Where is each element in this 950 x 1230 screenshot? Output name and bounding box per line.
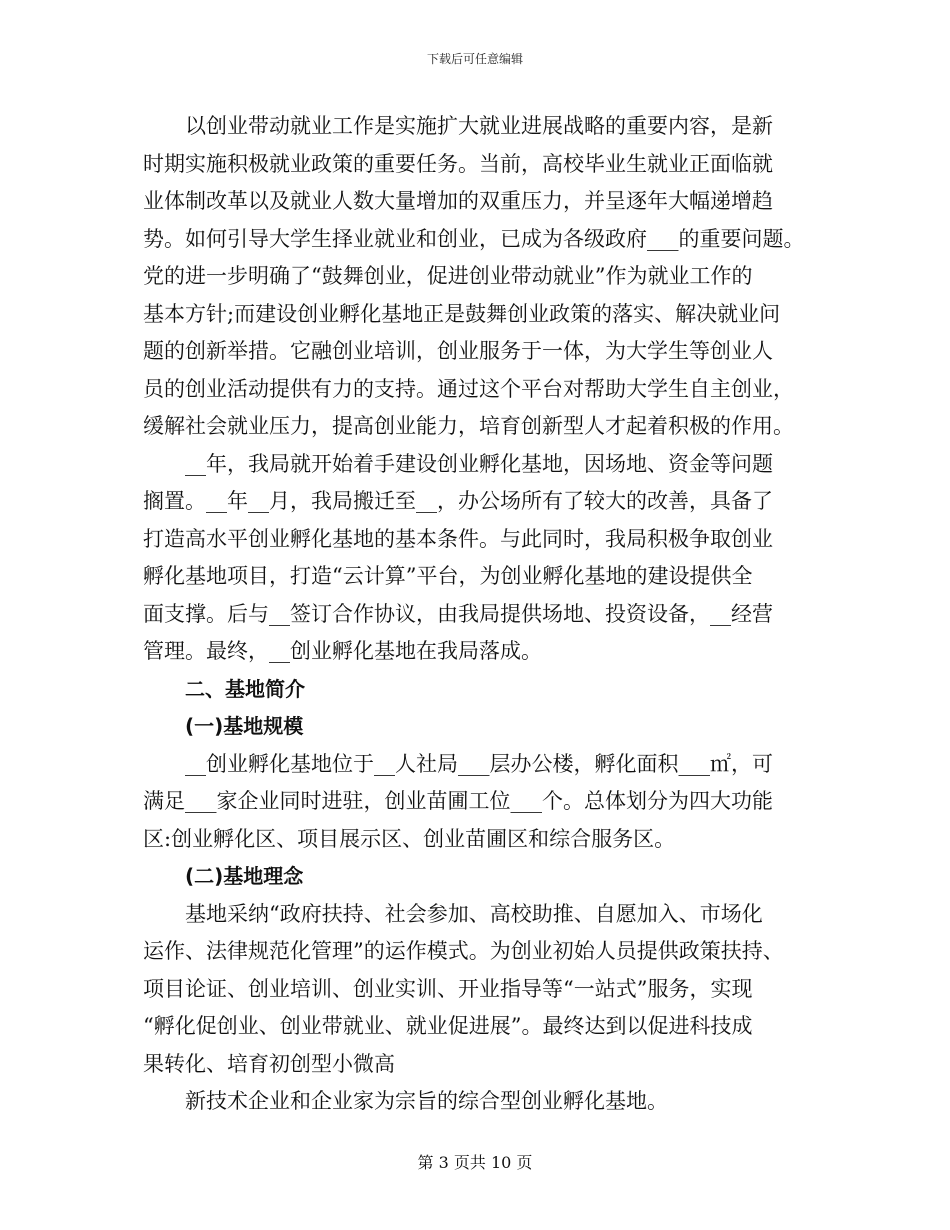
section-heading: 二、基地简介 [185,676,305,701]
paragraph-line: __年，我局就开始着手建设创业孵化基地，因场地、资金等问题 [185,451,773,476]
paragraph-line: 题的创新举措。它融创业培训，创业服务于一体，为大学生等创业人 [143,339,773,363]
paragraph-line: “孵化促创业、创业带就业、就业促进展”。最终达到以促进科技成 [143,1014,753,1038]
paragraph-line: 新技术企业和企业家为宗旨的综合型创业孵化基地。 [185,1089,668,1113]
paragraph-line: 势。如何引导大学生择业就业和创业，已成为各级政府___的重要问题。 [143,226,805,251]
paragraph-line: 孵化基地项目，打造“云计算”平台，为创业孵化基地的建设提供全 [143,564,753,588]
document-body [143,108,803,1121]
paragraph-line: 基本方针;而建设创业孵化基地正是鼓舞创业政策的落实、解决就业问 [143,301,781,326]
paragraph-line: 运作、法律规范化管理”的运作模式。为创业初始人员提供政策扶持、 [143,939,784,963]
paragraph-line: 区:创业孵化区、项目展示区、创业苗圃区和综合服务区。 [143,826,676,851]
paragraph-line: 满足___家企业同时进驻，创业苗圃工位___个。总体划分为四大功能 [143,789,773,813]
paragraph-line: 管理。最终，__创业孵化基地在我局落成。 [143,639,542,663]
paragraph-line: 搁置。__年__月，我局搬迁至__，办公场所有了较大的改善，具备了 [143,489,773,513]
paragraph-line: 基地采纳“政府扶持、社会参加、高校助推、自愿加入、市场化 [185,901,763,926]
paragraph-line: 缓解社会就业压力，提高创业能力，培育创新型人才起着积极的作用。 [143,414,794,438]
subsection-heading: (一)基地规模 [185,714,304,738]
paragraph-line: 项目论证、创业培训、创业实训、开业指导等“一站式”服务，实现 [143,976,753,1001]
page-footer: 第 3 页共 10 页 [417,1153,533,1172]
page-header: 下载后可任意编辑 [426,52,523,66]
paragraph-line: 以创业带动就业工作是实施扩大就业进展战略的重要内容，是新 [185,114,773,138]
paragraph-line: 时期实施积极就业政策的重要任务。当前，高校毕业生就业正面临就 [143,151,773,176]
paragraph-line: 打造高水平创业孵化基地的基本条件。与此同时，我局积极争取创业 [143,526,773,551]
paragraph-line: 党的进一步明确了“鼓舞创业，促进创业带动就业”作为就业工作的 [143,264,753,288]
paragraph-line: __创业孵化基地位于__人社局___层办公楼，孵化面积___㎡，可 [185,751,773,776]
paragraph-line: 面支撑。后与__签订合作协议，由我局提供场地、投资设备，__经营 [143,601,773,626]
paragraph-line: 果转化、培育初创型小微高 [143,1051,395,1076]
paragraph-line: 业体制改革以及就业人数大量增加的双重压力，并呈逐年大幅递增趋 [143,189,773,213]
subsection-heading: (二)基地理念 [185,864,304,888]
paragraph-line: 员的创业活动提供有力的支持。通过这个平台对帮助大学生自主创业， [143,376,794,401]
